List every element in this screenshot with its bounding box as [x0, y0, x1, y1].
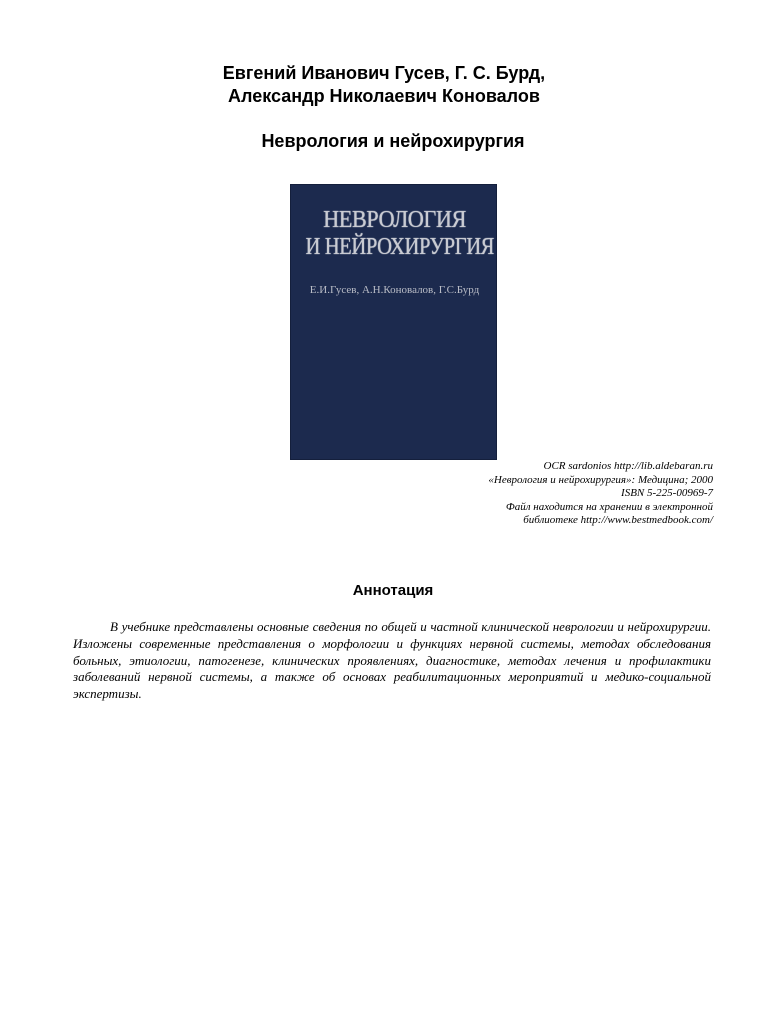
book-cover-image — [290, 184, 497, 460]
cover-authors: Е.И.Гусев, А.Н.Коновалов, Г.С.Бурд — [309, 284, 480, 296]
cover-title — [291, 207, 497, 261]
ocr-info-line-1: OCR sardonios http://lib.aldebaran.ru — [543, 460, 713, 472]
ocr-info-line-3: ISBN 5-225-00969-7 — [621, 487, 713, 499]
ocr-info-line-5: библиотеке http://www.bestmedbook.com/ — [523, 514, 713, 526]
ocr-info-line-2: «Неврология и нейрохирургия»: Медицина; 2000 — [488, 473, 713, 486]
cover-title-line-2: И НЕЙРОХИРУРГИЯ — [305, 234, 495, 260]
authors-line-1: Евгений Иванович Гусев, Г. С. Бурд, — [222, 63, 546, 83]
authors-line-2: Александр Николаевич Коновалов — [228, 86, 540, 106]
ocr-info-line-4: Файл находится на хранении в электронной — [505, 500, 713, 513]
authors-block — [0, 62, 768, 108]
annotation-body: В учебнике представлены основные сведения по общей и частной клинической неврологии и нейрохирургии. Изложены современные представления о морфологии и функциях нервной системы, методах обследования больных, этиологии, патогенезе, клинических проявлениях, диагностике, методах лечения и профилактики заболеваний нервной системы, а также об основах реабилитационных мероприятий и медико-социальной экспертизы. — [73, 619, 711, 702]
ocr-info-block — [488, 460, 713, 528]
cover-title-line-1: НЕВРОЛОГИЯ — [323, 207, 466, 233]
book-title: Неврология и нейрохирургия — [261, 131, 525, 151]
annotation-heading: Аннотация — [352, 582, 434, 599]
